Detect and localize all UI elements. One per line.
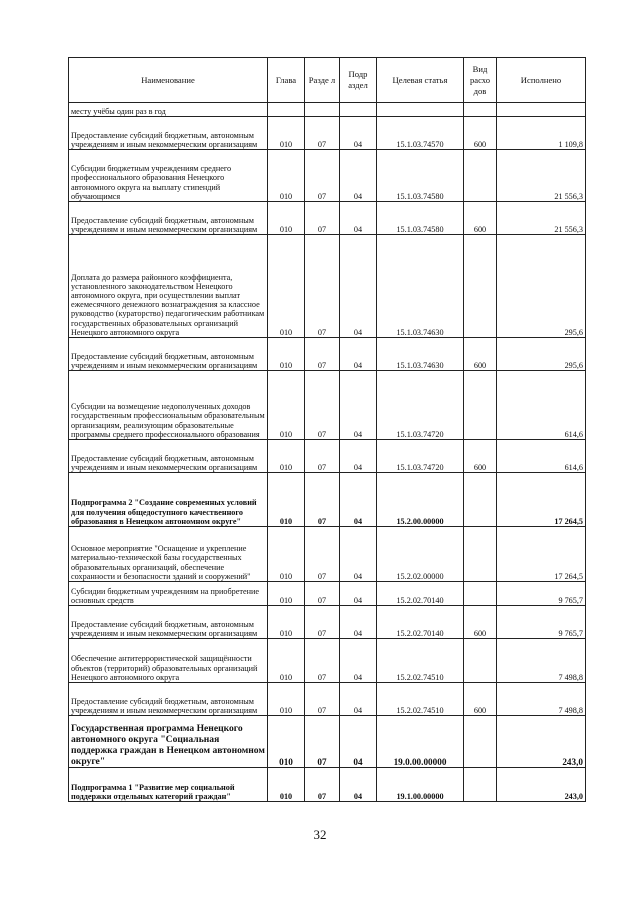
row-name: Предоставление субсидий бюджетным, автономным учреждениям и иным некоммерческим организациям — [69, 606, 268, 639]
row-razdel: 07 — [305, 150, 340, 202]
row-razdel: 07 — [305, 582, 340, 606]
row-ispolneno: 17 264,5 — [497, 527, 586, 582]
row-ispolneno: 21 556,3 — [497, 150, 586, 202]
budget-table — [68, 57, 586, 802]
table-row — [69, 117, 586, 150]
row-vid — [464, 639, 497, 683]
row-razdel: 07 — [305, 117, 340, 150]
row-razdel — [305, 103, 340, 117]
row-glava: 010 — [268, 371, 305, 440]
row-razdel: 07 — [305, 639, 340, 683]
table-row — [69, 150, 586, 202]
row-ispolneno: 1 109,8 — [497, 117, 586, 150]
row-ispolneno: 295,6 — [497, 338, 586, 371]
row-statya: 19.1.00.00000 — [377, 768, 464, 802]
row-name: Субсидии бюджетным учреждениям на приобретение основных средств — [69, 582, 268, 606]
row-podrazdel: 04 — [340, 371, 377, 440]
row-statya: 15.1.03.74720 — [377, 440, 464, 473]
row-podrazdel: 04 — [340, 235, 377, 338]
row-razdel: 07 — [305, 440, 340, 473]
table-row — [69, 606, 586, 639]
row-statya: 15.2.00.00000 — [377, 473, 464, 527]
row-glava: 010 — [268, 473, 305, 527]
row-vid: 600 — [464, 606, 497, 639]
table-row — [69, 338, 586, 371]
table-row — [69, 103, 586, 117]
table-header-row — [69, 58, 586, 103]
row-name: Предоставление субсидий бюджетным, автономным учреждениям и иным некоммерческим организациям — [69, 202, 268, 235]
row-ispolneno: 295,6 — [497, 235, 586, 338]
row-podrazdel: 04 — [340, 338, 377, 371]
row-podrazdel: 04 — [340, 768, 377, 802]
row-glava: 010 — [268, 338, 305, 371]
row-vid — [464, 768, 497, 802]
row-vid — [464, 103, 497, 117]
row-ispolneno — [497, 103, 586, 117]
row-name: месту учёбы один раз в год — [69, 103, 268, 117]
row-razdel: 07 — [305, 768, 340, 802]
row-statya: 15.1.03.74630 — [377, 235, 464, 338]
row-name: Субсидии на возмещение недополученных доходов государственным профессиональным образовательным организациям, реализующим образовательные программы среднего профессионального образования — [69, 371, 268, 440]
row-razdel: 07 — [305, 683, 340, 716]
row-razdel: 07 — [305, 338, 340, 371]
row-razdel: 07 — [305, 606, 340, 639]
row-name: Основное мероприятие "Оснащение и укрепление материально-технической базы государственных образовательных организаций, обеспечение сохранности и безопасности зданий и сооружений" — [69, 527, 268, 582]
row-statya: 15.2.02.74510 — [377, 639, 464, 683]
row-razdel: 07 — [305, 371, 340, 440]
table-row — [69, 235, 586, 338]
row-statya: 15.1.03.74630 — [377, 338, 464, 371]
row-razdel: 07 — [305, 202, 340, 235]
row-podrazdel — [340, 103, 377, 117]
row-vid: 600 — [464, 202, 497, 235]
row-podrazdel: 04 — [340, 202, 377, 235]
row-name: Предоставление субсидий бюджетным, автономным учреждениям и иным некоммерческим организациям — [69, 683, 268, 716]
row-statya: 15.1.03.74580 — [377, 202, 464, 235]
table-row — [69, 202, 586, 235]
row-glava: 010 — [268, 202, 305, 235]
row-podrazdel: 04 — [340, 683, 377, 716]
row-glava: 010 — [268, 117, 305, 150]
row-vid — [464, 473, 497, 527]
row-vid: 600 — [464, 117, 497, 150]
row-ispolneno: 7 498,8 — [497, 639, 586, 683]
row-statya: 15.1.03.74580 — [377, 150, 464, 202]
header-statya: Целевая статья — [377, 58, 464, 103]
page-number: 32 — [313, 827, 327, 842]
row-vid — [464, 527, 497, 582]
row-podrazdel: 04 — [340, 527, 377, 582]
row-vid — [464, 582, 497, 606]
row-vid: 600 — [464, 440, 497, 473]
row-vid — [464, 235, 497, 338]
row-statya: 15.2.02.00000 — [377, 527, 464, 582]
header-razdel: Разде л — [305, 58, 340, 103]
row-razdel: 07 — [305, 527, 340, 582]
row-glava: 010 — [268, 582, 305, 606]
row-statya: 15.2.02.74510 — [377, 683, 464, 716]
row-ispolneno: 17 264,5 — [497, 473, 586, 527]
row-razdel: 07 — [305, 473, 340, 527]
row-ispolneno: 7 498,8 — [497, 683, 586, 716]
row-ispolneno: 21 556,3 — [497, 202, 586, 235]
table-row — [69, 371, 586, 440]
row-vid — [464, 150, 497, 202]
row-glava — [268, 103, 305, 117]
row-statya: 19.0.00.00000 — [377, 716, 464, 768]
row-statya: 15.1.03.74570 — [377, 117, 464, 150]
row-name: Подпрограмма 1 "Развитие мер социальной поддержки отдельных категорий граждан" — [69, 768, 268, 802]
header-podrazdel: Подр аздел — [340, 58, 377, 103]
row-ispolneno: 243,0 — [497, 716, 586, 768]
table-row — [69, 683, 586, 716]
row-ispolneno: 614,6 — [497, 371, 586, 440]
table-row — [69, 527, 586, 582]
table-row — [69, 716, 586, 768]
row-name: Предоставление субсидий бюджетным, автономным учреждениям и иным некоммерческим организациям — [69, 440, 268, 473]
row-podrazdel: 04 — [340, 606, 377, 639]
header-name: Наименование — [69, 58, 268, 103]
row-podrazdel: 04 — [340, 150, 377, 202]
row-statya: 15.2.02.70140 — [377, 606, 464, 639]
row-ispolneno: 9 765,7 — [497, 606, 586, 639]
row-glava: 010 — [268, 768, 305, 802]
row-glava: 010 — [268, 639, 305, 683]
row-podrazdel: 04 — [340, 639, 377, 683]
row-name: Субсидии бюджетным учреждениям среднего профессионального образования Ненецкого автономного округа на выплату стипендий обучающимся — [69, 150, 268, 202]
row-glava: 010 — [268, 606, 305, 639]
row-glava: 010 — [268, 527, 305, 582]
row-name: Предоставление субсидий бюджетным, автономным учреждениям и иным некоммерческим организациям — [69, 338, 268, 371]
row-statya: 15.2.02.70140 — [377, 582, 464, 606]
row-glava: 010 — [268, 440, 305, 473]
row-vid: 600 — [464, 338, 497, 371]
row-podrazdel: 04 — [340, 473, 377, 527]
row-statya — [377, 103, 464, 117]
row-name: Подпрограмма 2 "Создание современных условий для получения общедоступного качественного образования в Ненецком автономном округе" — [69, 473, 268, 527]
row-glava: 010 — [268, 150, 305, 202]
row-name: Государственная программа Ненецкого автономного округа "Социальная поддержка граждан в Ненецком автономном округе" — [69, 716, 268, 768]
row-razdel: 07 — [305, 235, 340, 338]
row-vid: 600 — [464, 683, 497, 716]
row-podrazdel: 04 — [340, 716, 377, 768]
row-glava: 010 — [268, 235, 305, 338]
row-name: Доплата до размера районного коэффициента, установленного законодательством Ненецкого автономного округа, при осуществлении выплат ежемесячного денежного вознаграждения за классное руководство (кураторство) педагогическим работникам государственных образовательных организаций Ненецкого автономного округа — [69, 235, 268, 338]
header-ispolneno: Исполнено — [497, 58, 586, 103]
row-name: Обеспечение антитеррористической защищённости объектов (территорий) образовательных организаций Ненецкого автономного округа — [69, 639, 268, 683]
table-row — [69, 768, 586, 802]
header-vid: Вид расхо дов — [464, 58, 497, 103]
table-row — [69, 473, 586, 527]
row-podrazdel: 04 — [340, 582, 377, 606]
row-vid — [464, 371, 497, 440]
row-podrazdel: 04 — [340, 117, 377, 150]
header-glava: Глава — [268, 58, 305, 103]
row-ispolneno: 243,0 — [497, 768, 586, 802]
row-statya: 15.1.03.74720 — [377, 371, 464, 440]
table-row — [69, 582, 586, 606]
row-glava: 010 — [268, 716, 305, 768]
row-name: Предоставление субсидий бюджетным, автономным учреждениям и иным некоммерческим организациям — [69, 117, 268, 150]
row-glava: 010 — [268, 683, 305, 716]
row-razdel: 07 — [305, 716, 340, 768]
table-row — [69, 440, 586, 473]
row-podrazdel: 04 — [340, 440, 377, 473]
row-ispolneno: 9 765,7 — [497, 582, 586, 606]
row-vid — [464, 716, 497, 768]
row-ispolneno: 614,6 — [497, 440, 586, 473]
table-row — [69, 639, 586, 683]
